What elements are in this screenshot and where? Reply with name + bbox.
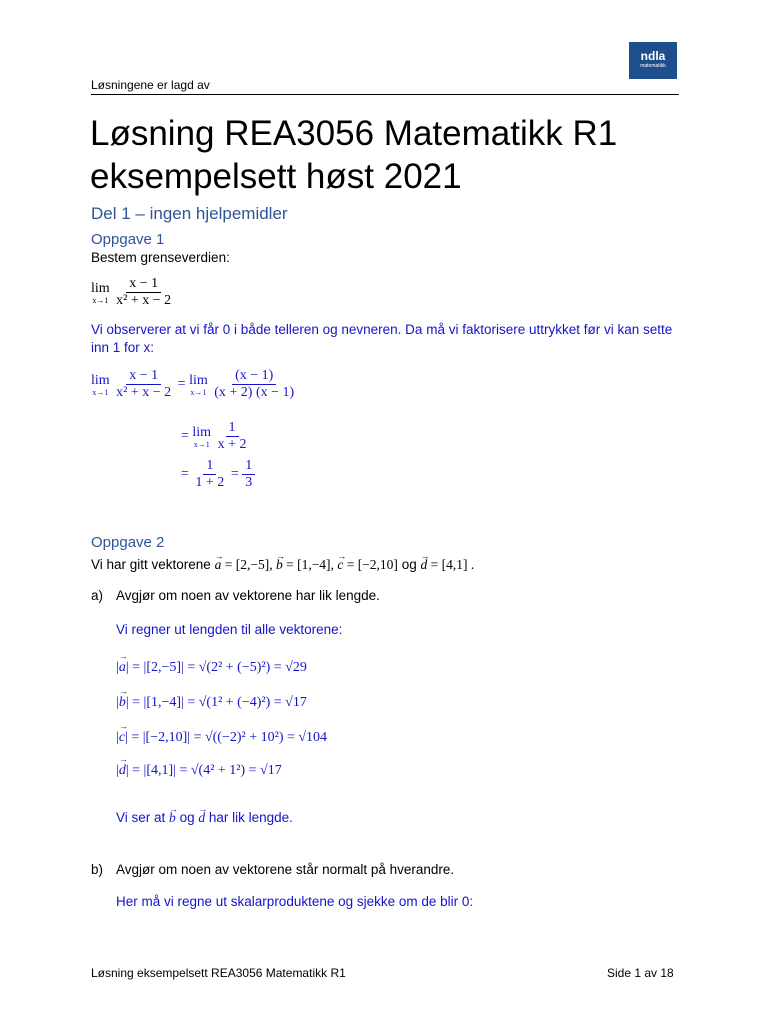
task2-heading: Oppgave 2	[91, 534, 165, 551]
task2-part-b-text: Avgjør om noen av vektorene står normalt på hverandre.	[116, 862, 455, 877]
task1-limit-expression: lim x→1 $\frac{x - 1}{\text{x² + x − 2}}$	[91, 276, 172, 308]
header-divider	[91, 94, 679, 95]
task1-step2: = lim x→1 $\frac{1}{x + 2}$	[181, 420, 247, 452]
length-c: |→ c| = |[−2,10]| = √((−2)² + 10²) = √104	[116, 730, 327, 746]
task1-prompt: Bestem grenseverdien:	[91, 250, 230, 265]
page-title: Løsning REA3056 Matematikk R1 eksempelsett høst 2021	[90, 114, 618, 196]
task1-explanation: Vi observerer at vi får 0 i både telleren og nevneren. Da må vi faktorisere uttrykket før vi kan sette inn 1 for x:	[91, 322, 673, 355]
length-a: |→ a| = |[2,−5]| = √(2² + (−5)²) = √29	[116, 660, 307, 676]
task2-part-b-intro: Her må vi regne ut skalarproduktene og sjekke om de blir 0:	[116, 894, 474, 909]
part1-heading: Del 1 – ingen hjelpemidler	[91, 204, 288, 223]
task1-step1: lim x→1 $\frac{x - 1}{\text{x² + x − 2}}$ = lim x→1 $\frac{(x - 1)}{(x + 2) (x - 1)}$	[91, 368, 295, 400]
task2-part-b-label: b)	[91, 862, 104, 877]
task2-part-a-label: a)	[91, 588, 104, 603]
length-d: |→ d| = |[4,1]| = √(4² + 1²) = √17	[116, 763, 282, 779]
task2-part-a-intro: Vi regner ut lengden til alle vektorene:	[116, 622, 343, 637]
footer-left: Løsning eksempelsett REA3056 Matematikk R1	[91, 966, 346, 980]
ndla-logo: ndla matematikk	[629, 42, 677, 79]
task2-part-a-conclusion: Vi ser at → b og → d har lik lengde.	[116, 809, 293, 827]
length-b: |→ b| = |[1,−4]| = √(1² + (−4)²) = √17	[116, 695, 307, 711]
task1-heading: Oppgave 1	[91, 231, 165, 248]
task2-intro: Vi har gitt vektorene → a = [2,−5], → b = [1,−4], → c = [−2,10] og → d = [4,1] .	[91, 556, 474, 574]
header-author-line: Løsningene er lagd av	[91, 78, 210, 92]
footer-page-number: Side 1 av 18	[607, 966, 674, 980]
task1-step3: = $\frac{1}{1 + 2}$ = $\frac{1}{3}$	[181, 458, 255, 491]
task2-part-a-text: Avgjør om noen av vektorene har lik lengde.	[116, 588, 380, 603]
